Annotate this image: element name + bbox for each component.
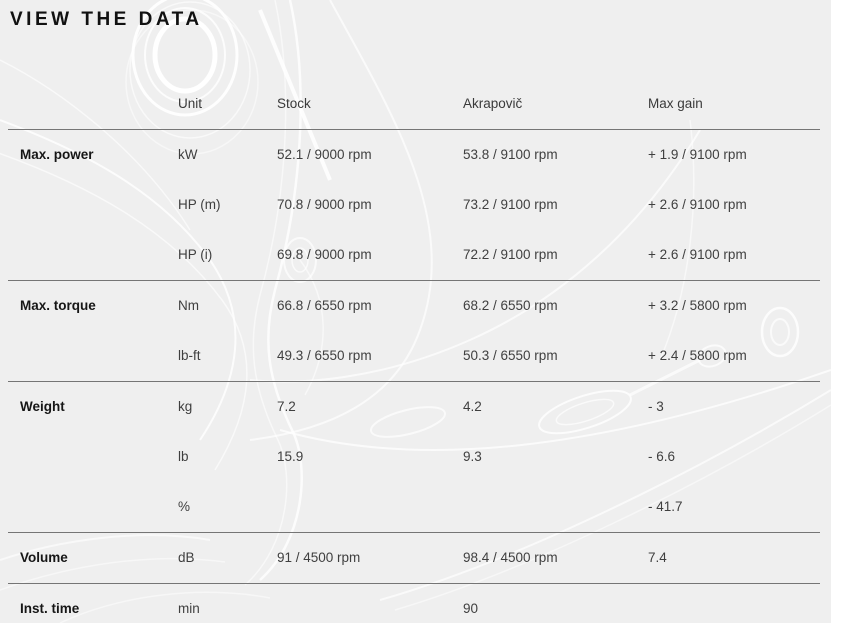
table-row xyxy=(8,281,820,331)
table-row xyxy=(8,382,820,432)
cell-max-gain: + 2.6 / 9100 rpm xyxy=(648,247,747,262)
cell-max-gain: + 1.9 / 9100 rpm xyxy=(648,147,747,162)
cell-unit: kg xyxy=(178,399,193,414)
cell-akrapovic: 72.2 / 9100 rpm xyxy=(463,247,558,262)
cell-stock: 70.8 / 9000 rpm xyxy=(277,197,372,212)
row-group-label: Max. power xyxy=(20,147,94,162)
cell-unit: min xyxy=(178,601,200,616)
row-group-label: Volume xyxy=(20,550,68,565)
cell-akrapovic: 98.4 / 4500 rpm xyxy=(463,550,558,565)
table-section xyxy=(8,532,820,583)
spec-table xyxy=(8,79,820,623)
cell-unit: HP (i) xyxy=(178,247,213,262)
cell-akrapovic xyxy=(463,482,648,532)
cell-unit: lb xyxy=(178,449,189,464)
row-group-label xyxy=(20,482,178,532)
cell-akrapovic: 68.2 / 6550 rpm xyxy=(463,298,558,313)
table-row xyxy=(8,130,820,180)
cell-max-gain xyxy=(648,584,820,623)
table-body xyxy=(8,129,820,623)
column-header-akrapovi-: Akrapovič xyxy=(463,96,523,111)
row-group-label xyxy=(20,230,178,280)
table-header-row xyxy=(8,79,820,129)
cell-stock: 7.2 xyxy=(277,399,296,414)
row-group-label xyxy=(20,180,178,230)
table-section xyxy=(8,381,820,532)
column-header-stock: Stock xyxy=(277,96,311,111)
cell-unit: dB xyxy=(178,550,195,565)
cell-akrapovic: 73.2 / 9100 rpm xyxy=(463,197,558,212)
cell-max-gain: - 3 xyxy=(648,399,664,414)
cell-stock xyxy=(277,482,463,532)
cell-stock: 49.3 / 6550 rpm xyxy=(277,348,372,363)
table-section xyxy=(8,280,820,381)
cell-stock: 91 / 4500 rpm xyxy=(277,550,361,565)
table-row xyxy=(8,230,820,280)
table-row xyxy=(8,533,820,583)
table-row xyxy=(8,432,820,482)
table-section xyxy=(8,583,820,623)
cell-stock: 52.1 / 9000 rpm xyxy=(277,147,372,162)
cell-max-gain: - 41.7 xyxy=(648,499,683,514)
cell-akrapovic: 53.8 / 9100 rpm xyxy=(463,147,558,162)
cell-akrapovic: 50.3 / 6550 rpm xyxy=(463,348,558,363)
cell-max-gain: 7.4 xyxy=(648,550,667,565)
page-title: VIEW THE DATA xyxy=(10,9,203,30)
cell-akrapovic: 90 xyxy=(463,601,479,616)
table-row xyxy=(8,482,820,532)
cell-max-gain: - 6.6 xyxy=(648,449,676,464)
row-group-label: Weight xyxy=(20,399,65,414)
cell-max-gain: + 3.2 / 5800 rpm xyxy=(648,298,747,313)
table-section xyxy=(8,129,820,280)
row-group-label xyxy=(20,432,178,482)
cell-stock xyxy=(277,584,463,623)
cell-max-gain: + 2.6 / 9100 rpm xyxy=(648,197,747,212)
cell-stock: 15.9 xyxy=(277,449,304,464)
cell-unit: % xyxy=(178,499,191,514)
table-row xyxy=(8,331,820,381)
row-group-label xyxy=(20,331,178,381)
cell-unit: kW xyxy=(178,147,198,162)
column-header-max-gain: Max gain xyxy=(648,96,703,111)
cell-unit: lb-ft xyxy=(178,348,201,363)
column-header-unit: Unit xyxy=(178,96,203,111)
cell-akrapovic: 9.3 xyxy=(463,449,482,464)
cell-unit: Nm xyxy=(178,298,199,313)
cell-stock: 69.8 / 9000 rpm xyxy=(277,247,372,262)
table-row xyxy=(8,180,820,230)
column-header-spacer xyxy=(20,79,178,129)
row-group-label: Inst. time xyxy=(20,601,80,616)
row-group-label: Max. torque xyxy=(20,298,96,313)
cell-akrapovic: 4.2 xyxy=(463,399,482,414)
cell-unit: HP (m) xyxy=(178,197,221,212)
cell-max-gain: + 2.4 / 5800 rpm xyxy=(648,348,747,363)
table-row xyxy=(8,584,820,623)
cell-stock: 66.8 / 6550 rpm xyxy=(277,298,372,313)
